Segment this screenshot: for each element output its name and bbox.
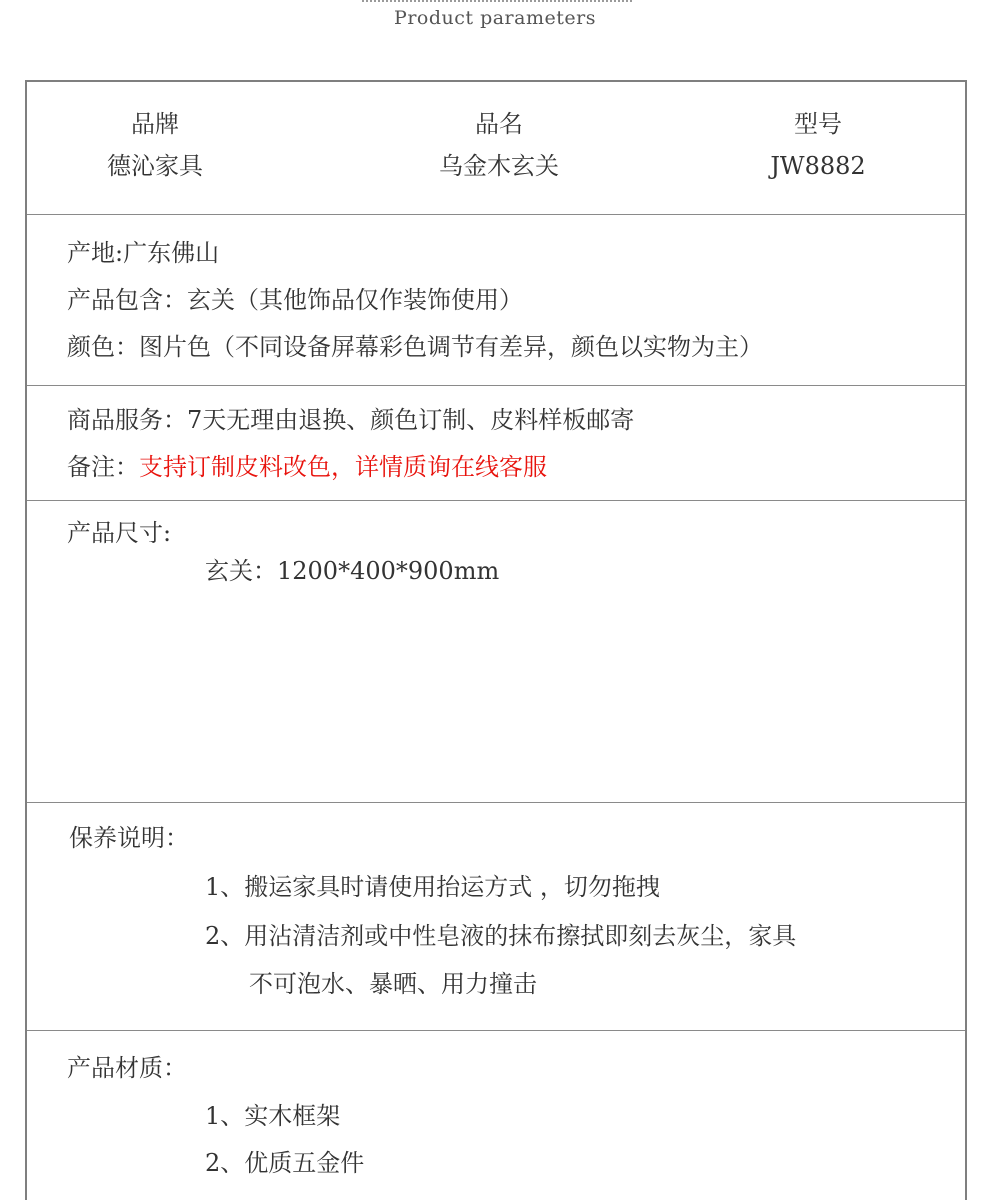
product-name-label: 品名 [475, 110, 523, 138]
parameters-table [25, 80, 967, 1200]
color-text: 颜色：图片色（不同设备屏幕彩色调节有差异，颜色以实物为主） [67, 333, 763, 361]
material-item-1: 1、实木框架 [205, 1102, 341, 1130]
model-label: 型号 [794, 110, 842, 138]
model-value: JW8882 [770, 152, 866, 180]
care-label: 保养说明： [69, 824, 189, 852]
product-name-value: 乌金木玄关 [439, 152, 559, 180]
row-divider [27, 214, 965, 215]
size-value: 玄关：1200*400*900mm [205, 557, 500, 585]
row-divider [27, 385, 965, 386]
material-item-2: 2、优质五金件 [205, 1149, 365, 1177]
care-item-2-continued: 不可泡水、暴晒、用力撞击 [249, 970, 537, 998]
brand-label: 品牌 [131, 110, 179, 138]
brand-value: 德沁家具 [107, 152, 203, 180]
row-divider [27, 1030, 965, 1031]
care-item-1: 1、搬运家具时请使用抬运方式 ，切勿拖拽 [205, 873, 660, 901]
includes-text: 产品包含：玄关（其他饰品仅作装饰使用） [67, 286, 523, 314]
note-value: 支持订制皮料改色，详情质询在线客服 [139, 453, 547, 481]
origin-text: 产地:广东佛山 [67, 239, 220, 267]
size-label: 产品尺寸: [67, 519, 172, 547]
note-label: 备注： [67, 453, 139, 481]
service-text: 商品服务：7天无理由退换、颜色订制、皮料样板邮寄 [67, 406, 635, 434]
material-label: 产品材质： [67, 1054, 187, 1082]
row-divider [27, 500, 965, 501]
header-dotted-rule [362, 0, 632, 6]
care-item-2: 2、用沾清洁剂或中性皂液的抹布擦拭即刻去灰尘，家具 [205, 922, 797, 950]
row-divider [27, 802, 965, 803]
note-line [67, 455, 547, 479]
section-title: Product parameters [394, 7, 596, 29]
